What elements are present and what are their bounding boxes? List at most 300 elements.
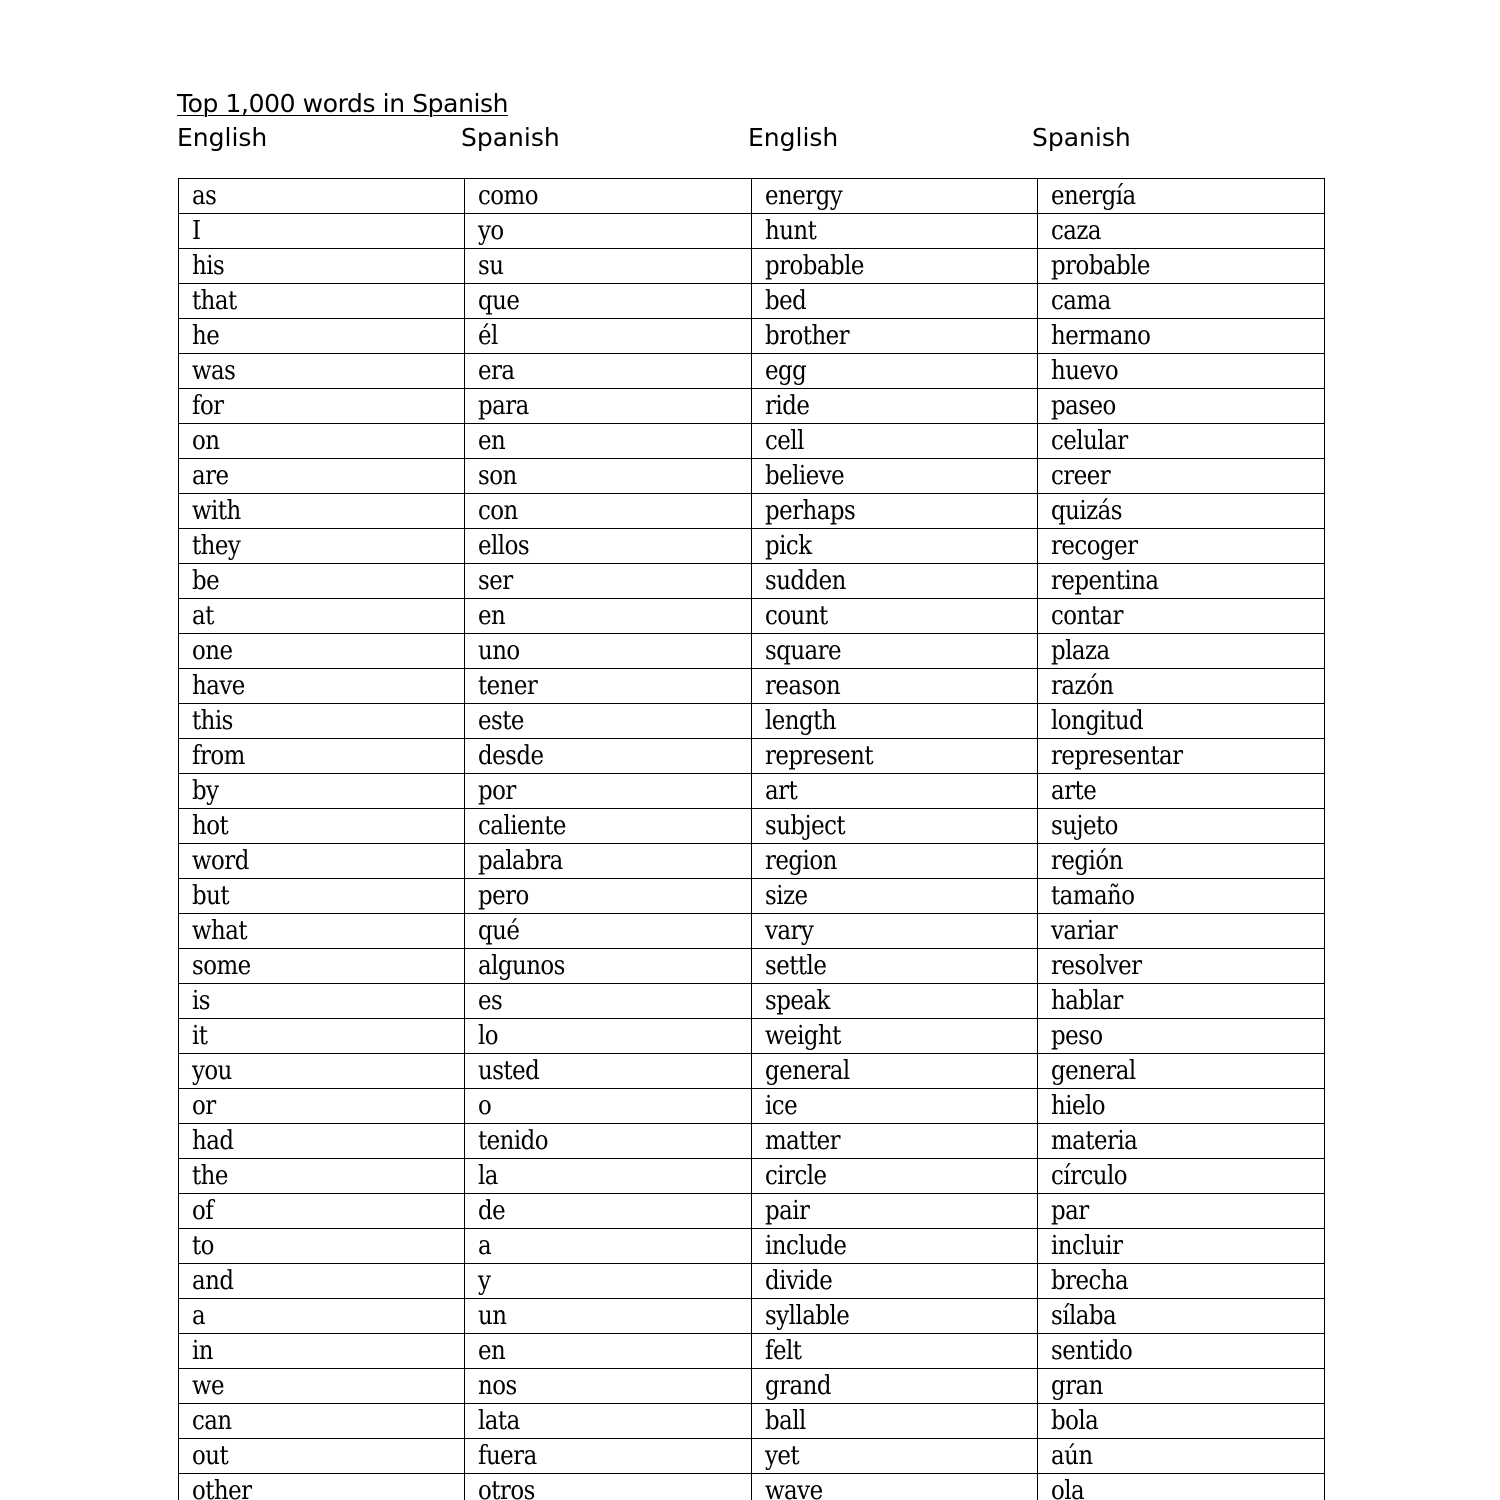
word-text: nos: [478, 1371, 517, 1401]
english-word-cell: [752, 809, 1038, 844]
word-text: they: [192, 531, 241, 561]
english-word-cell: [179, 249, 465, 284]
english-word-cell: [752, 424, 1038, 459]
word-text: son: [478, 461, 517, 491]
table-row: [179, 424, 1325, 459]
spanish-word-cell: [465, 389, 752, 424]
word-text: in: [192, 1336, 214, 1366]
english-word-cell: [179, 669, 465, 704]
english-word-cell: [752, 389, 1038, 424]
english-word-cell: [752, 1299, 1038, 1334]
table-row: [179, 249, 1325, 284]
spanish-word-cell: [465, 494, 752, 529]
table-row: [179, 1299, 1325, 1334]
spanish-word-cell: [465, 1474, 752, 1500]
table-row: [179, 669, 1325, 704]
word-text: or: [192, 1091, 216, 1121]
word-text: desde: [478, 741, 544, 771]
word-text: pick: [765, 531, 812, 561]
word-text: este: [478, 706, 524, 736]
english-word-cell: [752, 564, 1038, 599]
spanish-word-cell: [465, 284, 752, 319]
spanish-word-cell: [465, 1229, 752, 1264]
word-text: size: [765, 881, 808, 911]
spanish-word-cell: [1038, 1054, 1325, 1089]
english-word-cell: [752, 1229, 1038, 1264]
spanish-word-cell: [1038, 249, 1325, 284]
word-text: recoger: [1051, 531, 1138, 561]
spanish-word-cell: [1038, 1404, 1325, 1439]
table-row: [179, 1369, 1325, 1404]
word-text: felt: [765, 1336, 802, 1366]
spanish-word-cell: [1038, 1299, 1325, 1334]
word-text: por: [478, 776, 516, 806]
spanish-word-cell: [1038, 1334, 1325, 1369]
word-text: bed: [765, 286, 807, 316]
word-text: his: [192, 251, 225, 281]
english-word-cell: [179, 774, 465, 809]
word-text: hot: [192, 811, 229, 841]
word-text: pero: [478, 881, 529, 911]
word-text: para: [478, 391, 529, 421]
word-text: hablar: [1051, 986, 1123, 1016]
spanish-word-cell: [1038, 949, 1325, 984]
document-title: Top 1,000 words in Spanish: [177, 89, 509, 118]
table-row: [179, 1124, 1325, 1159]
word-text: longitud: [1051, 706, 1144, 736]
word-text: vary: [765, 916, 814, 946]
word-text: hermano: [1051, 321, 1151, 351]
spanish-word-cell: [465, 249, 752, 284]
column-header-spanish-2: Spanish: [1032, 123, 1131, 152]
word-text: usted: [478, 1056, 540, 1086]
word-text: the: [192, 1161, 228, 1191]
table-row: [179, 1334, 1325, 1369]
table-row: [179, 179, 1325, 214]
english-word-cell: [179, 284, 465, 319]
spanish-word-cell: [465, 179, 752, 214]
english-word-cell: [752, 1264, 1038, 1299]
english-word-cell: [752, 634, 1038, 669]
table-row: [179, 914, 1325, 949]
word-text: hielo: [1051, 1091, 1106, 1121]
word-text: bola: [1051, 1406, 1099, 1436]
word-text: probable: [1051, 251, 1150, 281]
word-text: but: [192, 881, 230, 911]
english-word-cell: [752, 1194, 1038, 1229]
spanish-word-cell: [465, 669, 752, 704]
english-word-cell: [752, 599, 1038, 634]
word-text: fuera: [478, 1441, 537, 1471]
word-text: y: [478, 1266, 491, 1296]
english-word-cell: [752, 214, 1038, 249]
spanish-word-cell: [1038, 389, 1325, 424]
spanish-word-cell: [465, 214, 752, 249]
english-word-cell: [752, 284, 1038, 319]
word-text: es: [478, 986, 503, 1016]
word-text: tener: [478, 671, 538, 701]
spanish-word-cell: [465, 1439, 752, 1474]
english-word-cell: [752, 844, 1038, 879]
word-text: square: [765, 636, 842, 666]
word-text: on: [192, 426, 220, 456]
word-text: general: [765, 1056, 850, 1086]
spanish-word-cell: [1038, 774, 1325, 809]
english-word-cell: [179, 1474, 465, 1500]
spanish-word-cell: [465, 1334, 752, 1369]
spanish-word-cell: [465, 1194, 752, 1229]
word-text: and: [192, 1266, 234, 1296]
spanish-word-cell: [465, 1159, 752, 1194]
word-text: he: [192, 321, 220, 351]
word-text: include: [765, 1231, 847, 1261]
table-row: [179, 809, 1325, 844]
word-text: a: [478, 1231, 492, 1261]
english-word-cell: [179, 599, 465, 634]
spanish-word-cell: [1038, 669, 1325, 704]
word-text: plaza: [1051, 636, 1110, 666]
spanish-word-cell: [1038, 1194, 1325, 1229]
word-text: cama: [1051, 286, 1111, 316]
table-row: [179, 1089, 1325, 1124]
table-row: [179, 599, 1325, 634]
word-text: ser: [478, 566, 513, 596]
spanish-word-cell: [1038, 704, 1325, 739]
table-row: [179, 704, 1325, 739]
word-text: materia: [1051, 1126, 1138, 1156]
word-text: egg: [765, 356, 807, 386]
spanish-word-cell: [1038, 739, 1325, 774]
word-text: represent: [765, 741, 874, 771]
english-word-cell: [752, 319, 1038, 354]
word-text: razón: [1051, 671, 1114, 701]
word-text: que: [478, 286, 520, 316]
word-text: general: [1051, 1056, 1136, 1086]
word-text: this: [192, 706, 233, 736]
word-text: that: [192, 286, 237, 316]
word-text: are: [192, 461, 229, 491]
word-text: sujeto: [1051, 811, 1118, 841]
vocabulary-table: [178, 178, 1325, 1500]
table-row: [179, 354, 1325, 389]
word-text: como: [478, 181, 538, 211]
word-text: gran: [1051, 1371, 1103, 1401]
english-word-cell: [179, 1054, 465, 1089]
word-text: count: [765, 601, 828, 631]
word-text: word: [192, 846, 249, 876]
spanish-word-cell: [1038, 844, 1325, 879]
word-text: variar: [1051, 916, 1118, 946]
table-row: [179, 1019, 1325, 1054]
table-row: [179, 949, 1325, 984]
word-text: aún: [1051, 1441, 1093, 1471]
word-text: wave: [765, 1476, 823, 1500]
spanish-word-cell: [1038, 1124, 1325, 1159]
word-text: syllable: [765, 1301, 850, 1331]
spanish-word-cell: [1038, 914, 1325, 949]
word-text: en: [478, 601, 506, 631]
table-row: [179, 214, 1325, 249]
english-word-cell: [752, 1054, 1038, 1089]
spanish-word-cell: [465, 529, 752, 564]
word-text: probable: [765, 251, 864, 281]
word-text: at: [192, 601, 214, 631]
word-text: by: [192, 776, 219, 806]
table-row: [179, 634, 1325, 669]
word-text: for: [192, 391, 224, 421]
word-text: to: [192, 1231, 214, 1261]
word-text: par: [1051, 1196, 1089, 1226]
table-row: [179, 389, 1325, 424]
english-word-cell: [752, 1404, 1038, 1439]
spanish-word-cell: [465, 739, 752, 774]
word-text: qué: [478, 916, 520, 946]
word-text: era: [478, 356, 515, 386]
table-row: [179, 984, 1325, 1019]
word-text: is: [192, 986, 211, 1016]
spanish-word-cell: [465, 1404, 752, 1439]
english-word-cell: [179, 1089, 465, 1124]
english-word-cell: [179, 1194, 465, 1229]
english-word-cell: [752, 179, 1038, 214]
word-text: brecha: [1051, 1266, 1129, 1296]
english-word-cell: [179, 634, 465, 669]
spanish-word-cell: [465, 354, 752, 389]
word-text: un: [478, 1301, 507, 1331]
word-text: incluir: [1051, 1231, 1123, 1261]
english-word-cell: [179, 319, 465, 354]
word-text: yet: [765, 1441, 800, 1471]
english-word-cell: [179, 459, 465, 494]
spanish-word-cell: [465, 424, 752, 459]
word-text: some: [192, 951, 251, 981]
word-text: en: [478, 426, 506, 456]
word-text: de: [478, 1196, 506, 1226]
spanish-word-cell: [465, 459, 752, 494]
column-header-spanish-1: Spanish: [461, 123, 560, 152]
table-row: [179, 564, 1325, 599]
word-text: huevo: [1051, 356, 1119, 386]
spanish-word-cell: [1038, 1089, 1325, 1124]
english-word-cell: [179, 879, 465, 914]
word-text: length: [765, 706, 837, 736]
word-text: energía: [1051, 181, 1136, 211]
spanish-word-cell: [1038, 599, 1325, 634]
table-row: [179, 1229, 1325, 1264]
spanish-word-cell: [1038, 1474, 1325, 1500]
table-row: [179, 529, 1325, 564]
spanish-word-cell: [465, 1299, 752, 1334]
word-text: pair: [765, 1196, 810, 1226]
english-word-cell: [179, 214, 465, 249]
english-word-cell: [752, 669, 1038, 704]
word-text: with: [192, 496, 241, 526]
table-row: [179, 319, 1325, 354]
word-text: celular: [1051, 426, 1128, 456]
word-text: other: [192, 1476, 252, 1500]
english-word-cell: [752, 879, 1038, 914]
word-text: su: [478, 251, 504, 281]
word-text: círculo: [1051, 1161, 1128, 1191]
spanish-word-cell: [1038, 459, 1325, 494]
english-word-cell: [179, 844, 465, 879]
word-text: grand: [765, 1371, 831, 1401]
word-text: algunos: [478, 951, 565, 981]
word-text: of: [192, 1196, 214, 1226]
english-word-cell: [179, 1369, 465, 1404]
word-text: resolver: [1051, 951, 1142, 981]
word-text: caza: [1051, 216, 1102, 246]
table-row: [179, 1264, 1325, 1299]
word-text: caliente: [478, 811, 566, 841]
word-text: had: [192, 1126, 234, 1156]
spanish-word-cell: [1038, 1159, 1325, 1194]
english-word-cell: [752, 1334, 1038, 1369]
spanish-word-cell: [1038, 319, 1325, 354]
english-word-cell: [179, 1229, 465, 1264]
english-word-cell: [179, 179, 465, 214]
english-word-cell: [752, 1369, 1038, 1404]
table-row: [179, 1439, 1325, 1474]
spanish-word-cell: [465, 914, 752, 949]
word-text: what: [192, 916, 248, 946]
spanish-word-cell: [465, 1054, 752, 1089]
spanish-word-cell: [465, 1019, 752, 1054]
spanish-word-cell: [1038, 564, 1325, 599]
english-word-cell: [752, 739, 1038, 774]
word-text: energy: [765, 181, 843, 211]
english-word-cell: [752, 1474, 1038, 1500]
word-text: ball: [765, 1406, 806, 1436]
english-word-cell: [752, 774, 1038, 809]
word-text: uno: [478, 636, 520, 666]
spanish-word-cell: [465, 599, 752, 634]
english-word-cell: [752, 354, 1038, 389]
english-word-cell: [179, 1404, 465, 1439]
english-word-cell: [179, 1439, 465, 1474]
word-text: weight: [765, 1021, 841, 1051]
word-text: perhaps: [765, 496, 856, 526]
word-text: hunt: [765, 216, 817, 246]
word-text: circle: [765, 1161, 827, 1191]
word-text: believe: [765, 461, 845, 491]
word-text: have: [192, 671, 245, 701]
word-text: be: [192, 566, 220, 596]
english-word-cell: [752, 249, 1038, 284]
english-word-cell: [179, 739, 465, 774]
english-word-cell: [179, 1159, 465, 1194]
word-text: divide: [765, 1266, 833, 1296]
table-row: [179, 739, 1325, 774]
table-row: [179, 459, 1325, 494]
word-text: art: [765, 776, 798, 806]
word-text: representar: [1051, 741, 1183, 771]
word-text: cell: [765, 426, 804, 456]
spanish-word-cell: [465, 1124, 752, 1159]
spanish-word-cell: [465, 984, 752, 1019]
english-word-cell: [179, 1299, 465, 1334]
english-word-cell: [179, 424, 465, 459]
english-word-cell: [752, 704, 1038, 739]
english-word-cell: [179, 529, 465, 564]
spanish-word-cell: [1038, 354, 1325, 389]
word-text: I: [192, 216, 201, 246]
word-text: lo: [478, 1021, 499, 1051]
vocabulary-table-body: [179, 179, 1325, 1500]
spanish-word-cell: [465, 774, 752, 809]
word-text: él: [478, 321, 498, 351]
english-word-cell: [752, 1124, 1038, 1159]
word-text: repentina: [1051, 566, 1159, 596]
word-text: as: [192, 181, 217, 211]
word-text: one: [192, 636, 233, 666]
word-text: it: [192, 1021, 208, 1051]
english-word-cell: [179, 564, 465, 599]
table-row: [179, 1054, 1325, 1089]
spanish-word-cell: [465, 319, 752, 354]
word-text: sentido: [1051, 1336, 1133, 1366]
word-text: we: [192, 1371, 225, 1401]
word-text: creer: [1051, 461, 1111, 491]
word-text: en: [478, 1336, 506, 1366]
table-row: [179, 1159, 1325, 1194]
english-word-cell: [752, 1019, 1038, 1054]
word-text: brother: [765, 321, 850, 351]
spanish-word-cell: [1038, 284, 1325, 319]
word-text: ellos: [478, 531, 530, 561]
table-row: [179, 879, 1325, 914]
spanish-word-cell: [465, 704, 752, 739]
word-text: subject: [765, 811, 846, 841]
word-text: matter: [765, 1126, 841, 1156]
word-text: ice: [765, 1091, 798, 1121]
word-text: quizás: [1051, 496, 1122, 526]
english-word-cell: [179, 1334, 465, 1369]
word-text: you: [192, 1056, 232, 1086]
spanish-word-cell: [1038, 634, 1325, 669]
column-header-english-1: English: [177, 123, 268, 152]
spanish-word-cell: [1038, 179, 1325, 214]
english-word-cell: [179, 389, 465, 424]
word-text: contar: [1051, 601, 1123, 631]
word-text: can: [192, 1406, 232, 1436]
spanish-word-cell: [1038, 984, 1325, 1019]
english-word-cell: [179, 704, 465, 739]
spanish-word-cell: [465, 1089, 752, 1124]
spanish-word-cell: [1038, 1439, 1325, 1474]
table-row: [179, 1404, 1325, 1439]
word-text: arte: [1051, 776, 1097, 806]
word-text: reason: [765, 671, 841, 701]
english-word-cell: [179, 1124, 465, 1159]
column-header-english-2: English: [748, 123, 839, 152]
english-word-cell: [179, 494, 465, 529]
word-text: ola: [1051, 1476, 1085, 1500]
spanish-word-cell: [465, 634, 752, 669]
spanish-word-cell: [1038, 809, 1325, 844]
word-text: yo: [478, 216, 504, 246]
table-row: [179, 1474, 1325, 1500]
english-word-cell: [752, 949, 1038, 984]
word-text: a: [192, 1301, 206, 1331]
word-text: lata: [478, 1406, 520, 1436]
word-text: peso: [1051, 1021, 1103, 1051]
word-text: speak: [765, 986, 830, 1016]
spanish-word-cell: [1038, 424, 1325, 459]
spanish-word-cell: [1038, 1019, 1325, 1054]
spanish-word-cell: [465, 1369, 752, 1404]
table-row: [179, 494, 1325, 529]
